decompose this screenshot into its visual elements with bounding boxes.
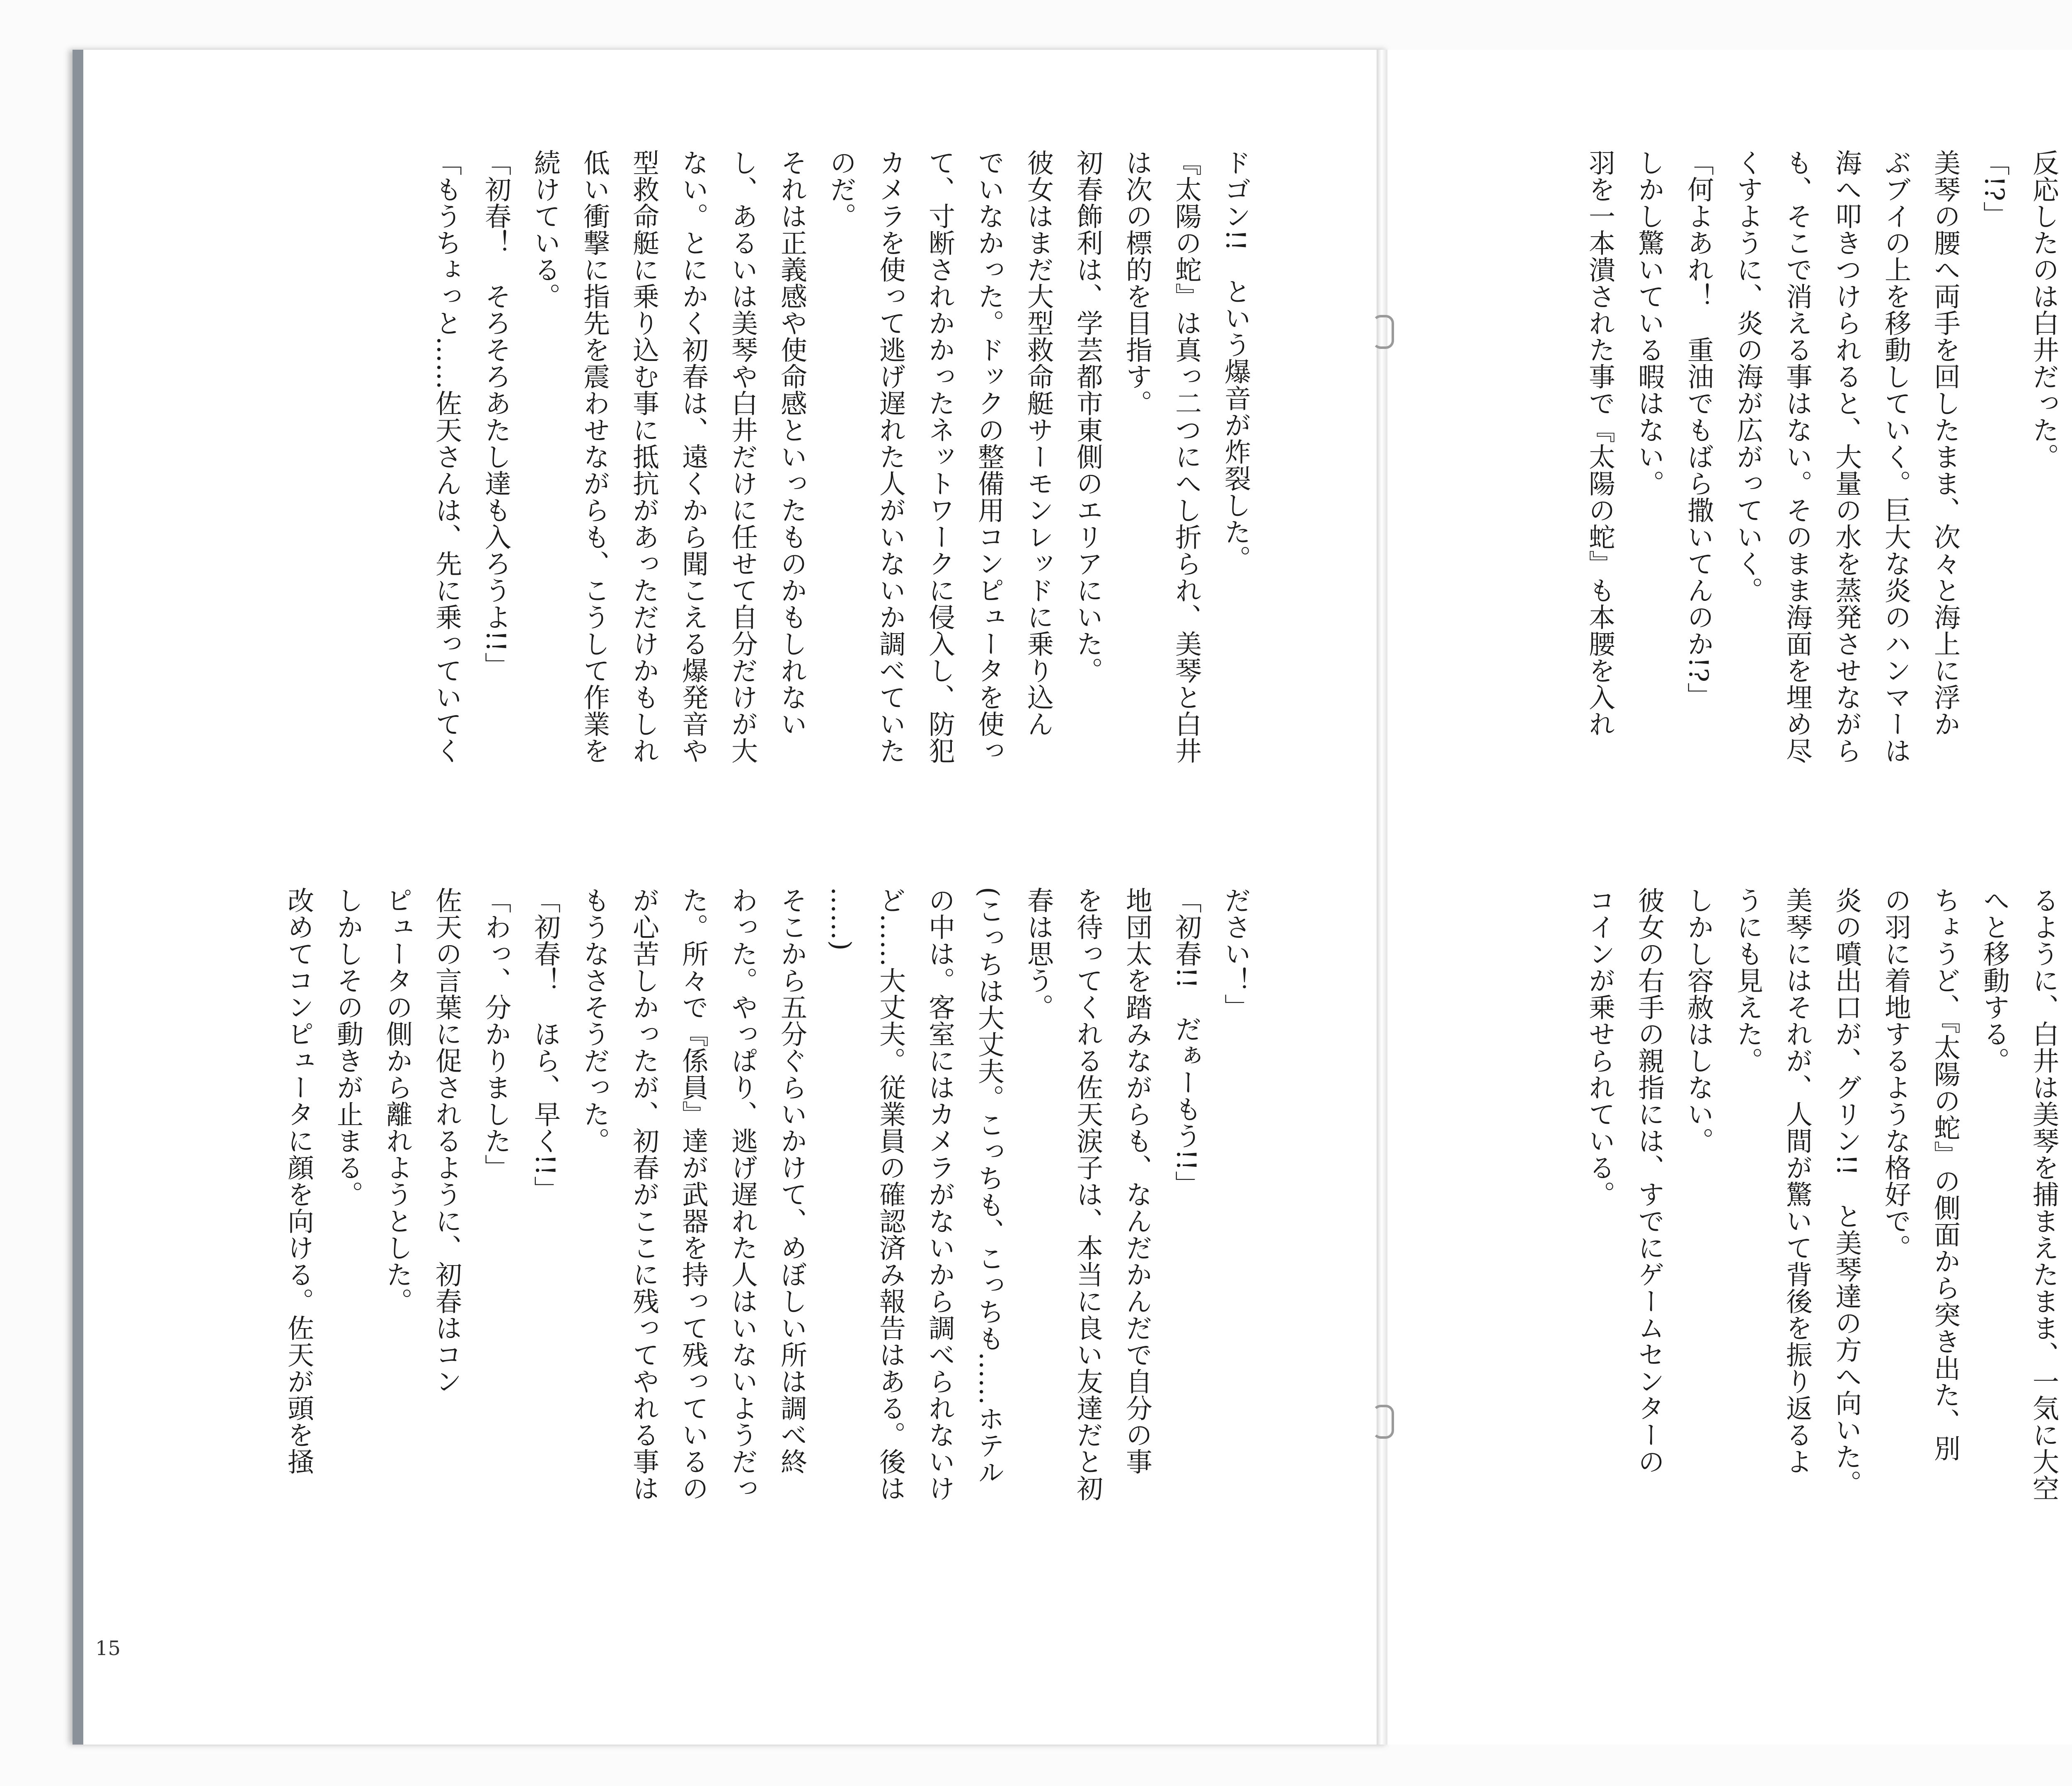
text-column: コインが乗せられている。 xyxy=(1584,887,1615,1208)
text-column: るように、白井は美琴を捕まえたまま、一気に大空 xyxy=(2028,887,2059,1502)
text-column: でいなかった。ドックの整備用コンピュータを使っ xyxy=(973,149,1004,764)
text-column: ……) xyxy=(825,887,856,951)
text-column: ない。とにかく初春は、遠くから聞こえる爆発音や xyxy=(678,149,708,764)
text-column: 「何よあれ！ 重油でもばら撒いてんのか!?」 xyxy=(1683,149,1714,709)
text-column: 海へ叩きつけられると、大量の水を蒸発させながら xyxy=(1831,149,1861,764)
right-page-top-text xyxy=(1513,149,2072,854)
text-column: のだ。 xyxy=(825,149,856,230)
book-gutter xyxy=(1377,50,1387,1745)
left-page-top-text xyxy=(207,149,1260,854)
text-column: 羽を一本潰された事で『太陽の蛇』も本腰を入れ xyxy=(1584,149,1615,737)
text-column: 春は思う。 xyxy=(1023,887,1053,1021)
text-column: 「!?」 xyxy=(1979,149,2009,228)
text-column: は次の標的を目指す。 xyxy=(1121,149,1152,416)
staple xyxy=(1372,1405,1394,1439)
text-column: 美琴にはそれが、人間が驚いて背後を振り返るよ xyxy=(1782,887,1812,1475)
page-number-left: 15 xyxy=(95,1637,121,1660)
text-column: ぶブイの上を移動していく。巨大な炎のハンマーは xyxy=(1880,149,1911,764)
text-column: 「初春！ そろそろあたし達も入ろうよ!!」 xyxy=(480,149,511,679)
text-column: カメラを使って逃げ遅れた人がいないか調べていた xyxy=(875,149,905,764)
text-column: し、あるいは美琴や白井だけに任せて自分だけが大 xyxy=(727,149,758,764)
text-column: 「もうちょっと……佐天さんは、先に乗っていてく xyxy=(431,149,462,764)
text-column: 彼女の右手の親指には、すでにゲームセンターの xyxy=(1634,887,1664,1475)
text-column: 彼女はまだ大型救命艇サーモンレッドに乗り込ん xyxy=(1023,149,1053,737)
text-column: もうなさそうだった。 xyxy=(579,887,610,1154)
text-column xyxy=(2068,887,2072,1624)
text-column: 初春飾利は、学芸都市東側のエリアにいた。 xyxy=(1072,149,1103,684)
text-column: 型救命艇に乗り込む事に抵抗があっただけかもしれ xyxy=(628,149,659,764)
text-column: 「初春!! だぁーもう!!」 xyxy=(1171,887,1201,1198)
text-column: も、そこで消える事はない。そのまま海面を埋め尽 xyxy=(1782,149,1812,764)
text-column: ど……大丈夫。従業員の確認済み報告はある。後は xyxy=(875,887,905,1502)
text-column: そこから五分ぐらいかけて、めぼしい所は調べ終 xyxy=(776,887,807,1475)
text-column: わった。やっぱり、逃げ遅れた人はいないようだっ xyxy=(727,887,758,1502)
text-column: ちょうど、『太陽の蛇』の側面から突き出た、別 xyxy=(1929,887,1960,1462)
text-column: 続けている。 xyxy=(530,149,560,310)
text-column xyxy=(2068,149,2072,854)
text-column: 美琴の腰へ両手を回したまま、次々と海上に浮か xyxy=(1929,149,1960,737)
text-column: 『太陽の蛇』は真っ二つにへし折られ、美琴と白井 xyxy=(1171,149,1201,764)
staple xyxy=(1372,315,1394,349)
text-column: (こっちは大丈夫。こっちも、こっちも……ホテル xyxy=(973,887,1004,1486)
text-column: ドゴン!! という爆音が炸裂した。 xyxy=(1220,149,1251,572)
text-column: うにも見えた。 xyxy=(1732,887,1763,1074)
text-column: 佐天の言葉に促されるように、初春はコン xyxy=(431,887,462,1395)
text-column: て、寸断されかかったネットワークに侵入し、防犯 xyxy=(924,149,955,764)
text-column: しかし驚いている暇はない。 xyxy=(1634,149,1664,497)
text-column: た。所々で『係員』達が武器を持って残っているの xyxy=(678,887,708,1502)
text-column: 「初春！ ほら、早く!!」 xyxy=(530,887,560,1203)
text-column: ださい！」 xyxy=(1220,887,1251,1021)
text-column: の中は。客室にはカメラがないから調べられないけ xyxy=(924,887,955,1502)
text-column: それは正義感や使命感といったものかもしれない xyxy=(776,149,807,737)
text-column: くすように、炎の海が広がっていく。 xyxy=(1732,149,1763,604)
text-column: が心苦しかったが、初春がここに残ってやれる事は xyxy=(628,887,659,1502)
text-column: 炎の噴出口が、グリン!! と美琴達の方へ向いた。 xyxy=(1831,887,1861,1497)
text-column: 地団太を踏みながらも、なんだかんだで自分の事 xyxy=(1121,887,1152,1475)
text-column: しかし容赦はしない。 xyxy=(1683,887,1714,1154)
text-column: を待ってくれる佐天涙子は、本当に良い友達だと初 xyxy=(1072,887,1103,1502)
text-column: ピュータの側から離れようとした。 xyxy=(382,887,412,1314)
text-column: へと移動する。 xyxy=(1979,887,2009,1074)
text-column: 低い衝撃に指先を震わせながらも、こうして作業を xyxy=(579,149,610,764)
text-column: 「わっ、分かりました」 xyxy=(480,887,511,1181)
text-column: しかしその動きが止まる。 xyxy=(332,887,363,1208)
text-column: 改めてコンピュータに顔を向ける。佐天が頭を掻 xyxy=(283,887,314,1475)
text-column: 反応したのは白井だった。 xyxy=(2028,149,2059,470)
right-page-bottom-text xyxy=(1513,887,2072,1624)
text-column: の羽に着地するような格好で。 xyxy=(1880,887,1911,1261)
left-page-bottom-text xyxy=(207,887,1260,1624)
